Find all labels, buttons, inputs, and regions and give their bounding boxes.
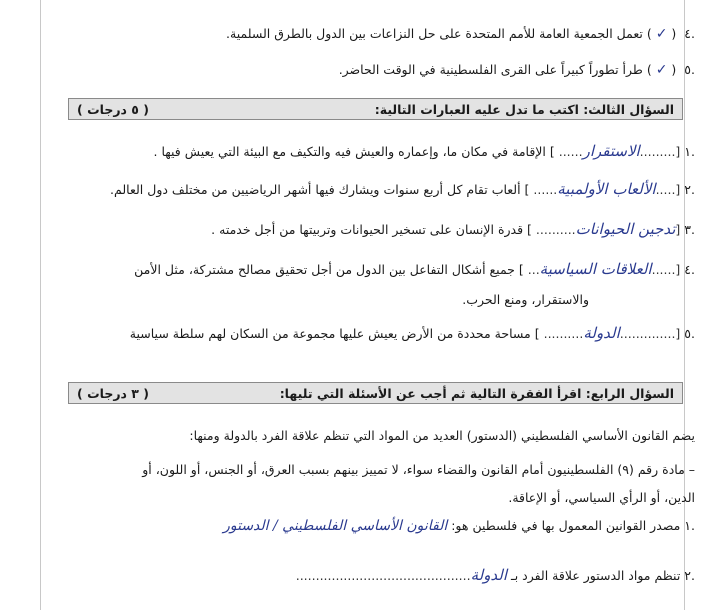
handwritten-answer: العلاقات السياسية: [539, 260, 652, 278]
q4-question-2: .٢ تنظم مواد الدستور علاقة الفرد بـ الدولة............................................: [295, 566, 695, 584]
item-number: .١: [684, 518, 695, 533]
q3-item-1: .١ [.........الاستقرار...... ] الإقامة في مكان ما، وإعماره والعيش فيه والتكيف مع البيئة التي يعيش فيها .: [153, 142, 695, 160]
item-number: .٢: [684, 568, 695, 583]
item-text: ] جميع أشكال التفاعل بين الدول من أجل تحقيق مصالح مشتركة، مثل الأمن: [134, 262, 524, 277]
item-number: .٥: [684, 326, 695, 341]
item-text: ] مساحة محددة من الأرض يعيش عليها مجموعة من السكان لهم سلطة سياسية: [129, 326, 540, 341]
q3-score: ( ٥ درجات ): [77, 101, 150, 117]
q2-item-4: .٤ (✓ ) تعمل الجمعية العامة للأمم المتحدة على حل النزاعات بين الدول بالطرق السلمية.: [226, 26, 695, 42]
q2-item-5: .٥ (✓ ) طرأ تطوراً كبيراً على القرى الفلسطينية في الوقت الحاضر.: [338, 62, 695, 78]
item-number: .٥: [684, 62, 695, 77]
q4-header: [68, 382, 683, 404]
q4-paragraph-line-2: [0, 462, 719, 477]
item-number: .٢: [684, 182, 695, 197]
q3-header: [68, 98, 683, 120]
q4-title: السؤال الرابع: اقرأ الفقرة التالية ثم أجب عن الأسئلة التي تليها:: [279, 385, 674, 401]
item-text: ] قدرة الإنسان على تسخير الحيوانات وتربيتها من أجل خدمته .: [211, 222, 532, 237]
q4-score: ( ٣ درجات ): [77, 385, 150, 401]
q3-item-3: .٣ [تدجين الحيوانات.......... ] قدرة الإنسان على تسخير الحيوانات وتربيتها من أجل خدمته .: [211, 220, 695, 238]
item-text: ] ألعاب تقام كل أربع سنوات ويشارك فيها أشهر الرياضيين من مختلف دول العالم.: [110, 182, 530, 197]
paragraph-text: يضم القانون الأساسي الفلسطيني (الدستور) العديد من المواد التي تنظم علاقة الفرد بالدولة ومنها:: [189, 428, 695, 443]
paragraph-text: – مادة رقم (٩) الفلسطينيون أمام القانون والقضاء سواء، لا تمييز بينهم بسبب العرق، أو الجنس، أو اللون، أو: [142, 462, 695, 477]
handwritten-answer: تدجين الحيوانات: [575, 220, 676, 238]
handwritten-answer: القانون الأساسي الفلسطيني / الدستور: [223, 518, 448, 534]
q3-item-5: .٥ [..............الدولة.......... ] مساحة محددة من الأرض يعيش عليها مجموعة من السكان لهم سلطة سياسية: [129, 324, 695, 342]
handwritten-answer: الألعاب الأولمبية: [557, 180, 656, 198]
q4-paragraph-line-3: [0, 490, 719, 505]
check-mark: ✓: [655, 62, 668, 78]
handwritten-answer: الدولة: [583, 324, 620, 342]
question-text: مصدر القوانين المعمول بها في فلسطين هو:: [451, 518, 681, 533]
q4-question-1: [0, 518, 719, 534]
item-number: .١: [684, 144, 695, 159]
item-number: .٤: [684, 26, 695, 41]
q3-item-2: .٢ [.....الألعاب الأولمبية...... ] ألعاب تقام كل أربع سنوات ويشارك فيها أشهر الرياضيين من مختلف دول العالم.: [110, 180, 695, 198]
item-text: والاستقرار، ومنع الحرب.: [462, 292, 589, 307]
item-text: ) طرأ تطوراً كبيراً على القرى الفلسطينية في الوقت الحاضر.: [338, 62, 652, 77]
q4-paragraph: [0, 428, 719, 443]
question-text: تنظم مواد الدستور علاقة الفرد بـ: [511, 568, 681, 583]
q3-item-4: .٤ [......العلاقات السياسية... ] جميع أشكال التفاعل بين الدول من أجل تحقيق مصالح مشتركة، مثل الأمن: [134, 260, 695, 278]
q3-item-4-continued: [0, 292, 719, 307]
q3-title: السؤال الثالث: اكتب ما تدل عليه العبارات التالية:: [374, 101, 674, 117]
handwritten-answer: الاستقرار: [582, 142, 640, 160]
check-mark: ✓: [655, 26, 668, 42]
item-text: ] الإقامة في مكان ما، وإعماره والعيش فيه والتكيف مع البيئة التي يعيش فيها .: [153, 144, 555, 159]
paragraph-text: الدين، أو الرأي السياسي، أو الإعاقة.: [508, 490, 695, 505]
item-text: ) تعمل الجمعية العامة للأمم المتحدة على حل النزاعات بين الدول بالطرق السلمية.: [226, 26, 652, 41]
item-number: .٤: [684, 262, 695, 277]
handwritten-answer: الدولة: [470, 566, 508, 584]
item-number: .٣: [684, 222, 695, 237]
